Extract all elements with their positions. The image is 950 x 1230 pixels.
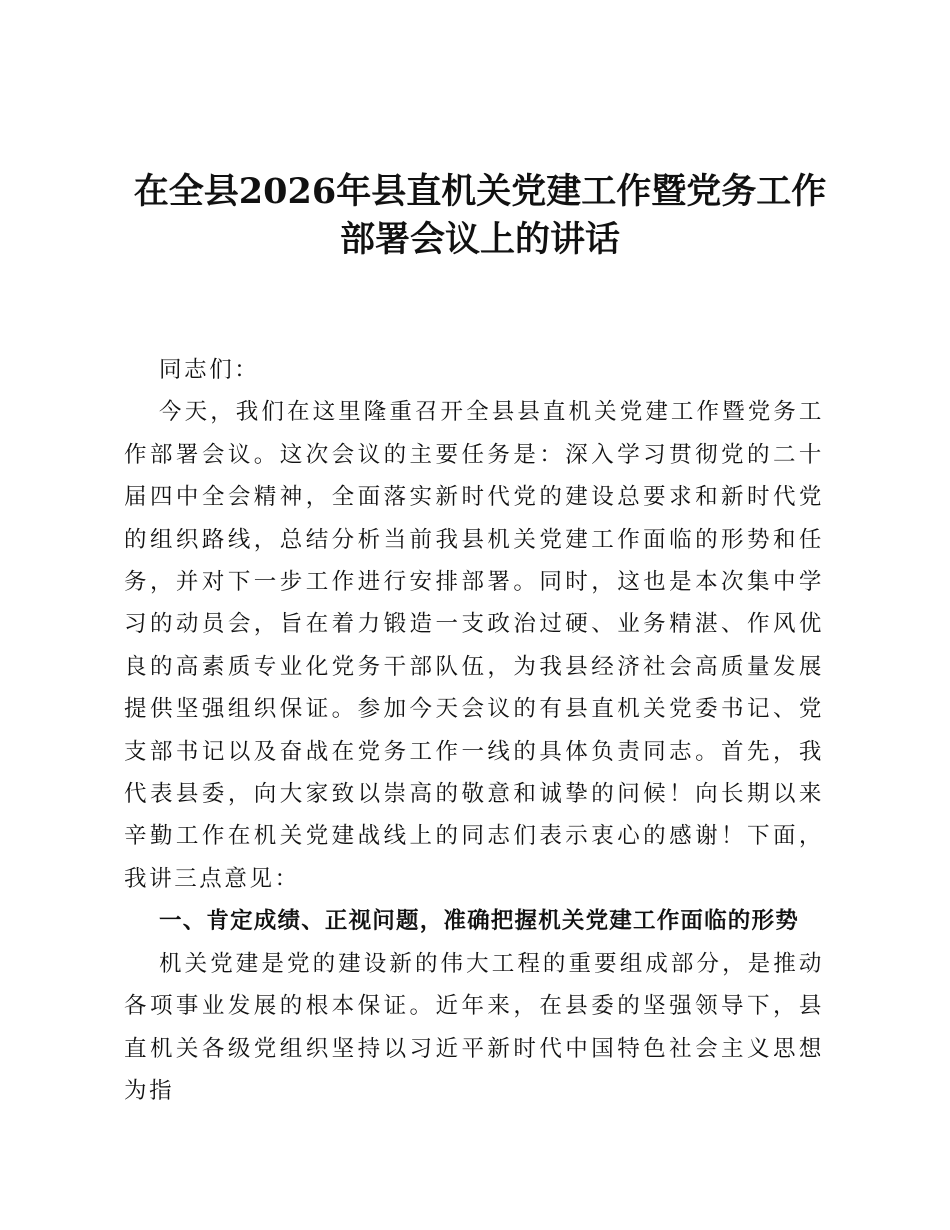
document-body xyxy=(124,349,824,1112)
document-title: 在全县2026年县直机关党建工作暨党务工作部署会议上的讲话 xyxy=(133,171,827,260)
section-heading-1: 一、肯定成绩、正视问题，准确把握机关党建工作面临的形势 xyxy=(159,908,799,935)
salutation: 同志们： xyxy=(159,357,260,383)
section-1-paragraph: 机关党建是党的建设新的伟大工程的重要组成部分，是推动各项事业发展的根本保证。近年来，在县委的坚强领导下，县直机关各级党组织坚持以习近平新时代中国特色社会主义思想为指 xyxy=(124,950,824,1104)
opening-paragraph: 今天，我们在这里隆重召开全县县直机关党建工作暨党务工作部署会议。这次会议的主要任务是：深入学习贯彻党的二十届四中全会精神，全面落实新时代党的建设总要求和新时代党的组织路线，总结分析当前我县机关党建工作面临的形势和任务，并对下一步工作进行安排部署。同时，这也是本次集中学习的动员会，旨在着力锻造一支政治过硬、业务精湛、作风优良的高素质专业化党务干部队伍，为我县经济社会高质量发展提供坚强组织保证。参加今天会议的有县直机关党委书记、党支部书记以及奋战在党务工作一线的具体负责同志。首先，我代表县委，向大家致以崇高的敬意和诚挚的问候！向长期以来辛勤工作在机关党建战线上的同志们表示衷心的感谢！下面，我讲三点意见： xyxy=(124,399,824,892)
